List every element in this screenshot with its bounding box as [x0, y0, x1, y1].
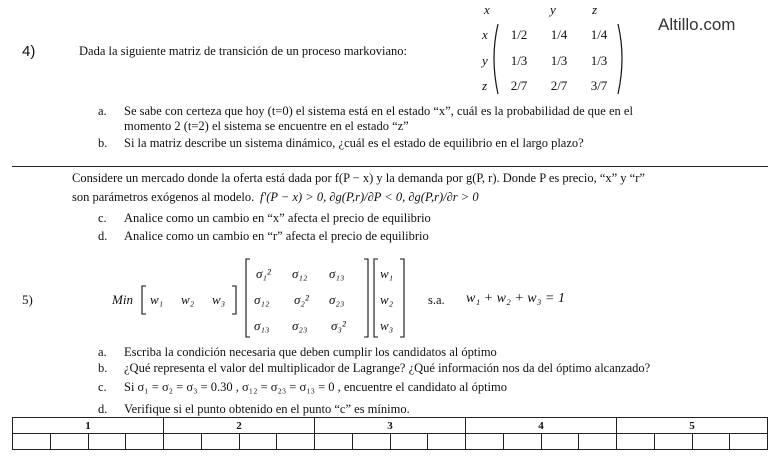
row-header-y: y — [482, 53, 488, 68]
min-label: Min — [112, 292, 133, 307]
q5-item-b-label: b. — [98, 361, 108, 375]
cov-cell: σ₂² — [294, 292, 309, 307]
question-5-number: 5) — [22, 292, 33, 307]
q4-item-b-label: b. — [98, 136, 108, 150]
q5-item-d-text: Verifique si el punto obtenido en el punto “c” es mínimo. — [124, 402, 410, 416]
grade-header: 1 — [13, 418, 164, 434]
q5-item-a-label: a. — [98, 345, 107, 359]
q4-item-a-line1: Se sabe con certeza que hoy (t=0) el sistema está en el estado “x”, cuál es la probabilidad de que en el — [124, 104, 633, 118]
matrix-cell: 1/4 — [550, 27, 568, 42]
col-header-y: y — [550, 2, 556, 17]
q5-item-c-text: Si σ₁ = σ₂ = σ₃ = 0.30 , σ₁₂ = σ₂₃ = σ₁₃ = 0 , encuentre el candidato al óptimo — [124, 380, 508, 394]
q4-item-b-text: Si la matriz describe un sistema dinámico, ¿cuál es el estado de equilibrio en el largo plazo? — [124, 136, 584, 150]
grade-cell — [164, 434, 202, 450]
matrix-cell: 1/3 — [590, 53, 608, 68]
grade-table-score-row — [13, 434, 768, 450]
matrix-cell: 3/7 — [590, 78, 608, 93]
q4-item-a-line2: momento 2 (t=2) el sistema se encuentre en el estado “z” — [124, 119, 409, 133]
cov-cell: σ₁₃ — [254, 318, 270, 333]
cov-cell: σ₁₂ — [254, 292, 270, 307]
grade-cell — [579, 434, 617, 450]
grade-table — [12, 417, 768, 450]
row-header-z: z — [482, 78, 488, 93]
grade-cell — [617, 434, 655, 450]
market-line2-text: son parámetros exógenos al modelo. — [72, 190, 255, 204]
grade-cell — [239, 434, 277, 450]
grade-cell — [315, 434, 353, 450]
grade-cell — [654, 434, 692, 450]
grade-cell — [428, 434, 466, 450]
question-4-prompt: Dada la siguiente matriz de transición de un proceso markoviano: — [79, 44, 408, 58]
market-item-c-label: c. — [98, 211, 107, 225]
row-vector-w3: w₃ — [212, 292, 226, 307]
subject-to-label: s.a. — [428, 293, 445, 307]
grade-cell — [730, 434, 768, 450]
grade-cell — [390, 434, 428, 450]
market-item-c-text: Analice como un cambio en “x” afecta el precio de equilibrio — [124, 211, 431, 225]
col-vector-w2: w₂ — [380, 292, 394, 307]
market-line1: Considere un mercado donde la oferta está dada por f(P − x) y la demanda por g(P, r). Donde P es precio, “x” y “r” — [72, 171, 645, 185]
grade-cell — [201, 434, 239, 450]
grade-cell — [126, 434, 164, 450]
matrix-cell: 1/3 — [550, 53, 568, 68]
matrix-cell: 1/3 — [510, 53, 528, 68]
q4-item-a-label: a. — [98, 104, 107, 118]
grade-cell — [13, 434, 51, 450]
q5-item-b-text: ¿Qué representa el valor del multiplicador de Lagrange? ¿Qué información nos da del óptimo alcanzado? — [124, 361, 651, 375]
matrix-cell: 2/7 — [510, 78, 528, 93]
col-vector-w3: w₃ — [380, 318, 394, 333]
constraint: w₁ + w₂ + w₃ = 1 — [466, 291, 565, 306]
grade-header: 2 — [164, 418, 315, 434]
transition-matrix — [478, 0, 638, 100]
matrix-cell: 1/4 — [590, 27, 608, 42]
grade-table-header-row — [13, 418, 768, 434]
grade-header: 5 — [617, 418, 768, 434]
market-line2-math: f′(P − x) > 0, ∂g(P,r)/∂P < 0, ∂g(P,r)/∂r > 0 — [260, 190, 479, 204]
grade-cell — [692, 434, 730, 450]
grade-cell — [352, 434, 390, 450]
grade-cell — [541, 434, 579, 450]
market-item-d-label: d. — [98, 229, 108, 243]
grade-cell — [88, 434, 126, 450]
row-vector-w2: w₂ — [181, 292, 195, 307]
cov-cell: σ₃² — [331, 318, 346, 333]
row-header-x: x — [482, 27, 488, 42]
cov-cell: σ₂₃ — [329, 292, 345, 307]
cov-cell: σ₁² — [256, 266, 271, 281]
watermark: Altillo.com — [658, 15, 736, 34]
cov-cell: σ₂₃ — [292, 318, 308, 333]
grade-header: 3 — [315, 418, 466, 434]
q5-item-d-label: d. — [98, 402, 108, 416]
question-4-number: 4) — [22, 43, 36, 60]
col-header-x: x — [484, 2, 490, 17]
col-header-z: z — [592, 2, 598, 17]
market-item-d-text: Analice como un cambio en “r” afecta el precio de equilibrio — [124, 229, 429, 243]
grade-header: 4 — [466, 418, 617, 434]
grade-cell — [50, 434, 88, 450]
row-vector-w1: w₁ — [150, 292, 164, 307]
matrix-cell: 2/7 — [550, 78, 568, 93]
grade-cell — [466, 434, 504, 450]
grade-cell — [277, 434, 315, 450]
col-vector-w1: w₁ — [380, 266, 394, 281]
matrix-cell: 1/2 — [510, 27, 528, 42]
cov-cell: σ₁₃ — [329, 266, 345, 281]
grade-cell — [503, 434, 541, 450]
q5-item-a-text: Escriba la condición necesaria que deben cumplir los candidatos al óptimo — [124, 345, 497, 359]
cov-cell: σ₁₂ — [292, 266, 308, 281]
q5-item-c-label: c. — [98, 380, 107, 394]
section-divider — [12, 166, 768, 167]
